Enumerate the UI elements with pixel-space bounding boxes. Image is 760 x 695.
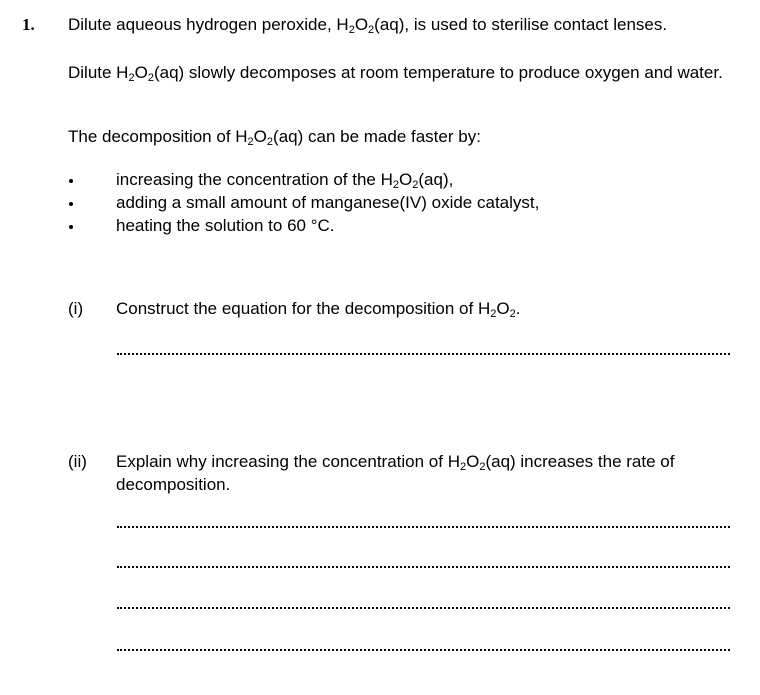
part-ii-question: Explain why increasing the concentration of $H_2O_2(aq)$ increases the rate of decomposition. <box>116 452 675 494</box>
bullet-dot <box>69 179 73 183</box>
bullet-item: heating the solution to 60 °C. <box>116 216 335 235</box>
part-i-question: Construct the equation for the decomposition of $H_2O_2$. <box>116 299 521 320</box>
bullet-dot <box>69 225 73 229</box>
part-ii-answer-line[interactable] <box>117 649 730 651</box>
question-context: Dilute $H_2O_2(aq)$ slowly decomposes at room temperature to produce oxygen and water. <box>68 63 723 84</box>
question-number: 1. <box>22 15 35 34</box>
bullet-dot <box>69 202 73 206</box>
question-lead-in: The decomposition of $H_2O_2(aq)$ can be made faster by: <box>68 127 481 148</box>
bullet-item: adding a small amount of manganese(IV) oxide catalyst, <box>116 193 540 212</box>
question-intro: Dilute aqueous hydrogen peroxide, $H_2O_2(aq)$, is used to sterilise contact lenses. <box>68 15 668 36</box>
part-ii-answer-line[interactable] <box>117 607 730 609</box>
part-ii-answer-line[interactable] <box>117 566 730 568</box>
bullet-item: increasing the concentration of the $H_2O_2(aq)$, <box>116 170 454 191</box>
part-i-answer-line[interactable] <box>117 353 730 355</box>
part-ii-answer-line[interactable] <box>117 526 730 528</box>
part-ii-label: (ii) <box>68 452 87 471</box>
part-i-label: (i) <box>68 299 84 318</box>
